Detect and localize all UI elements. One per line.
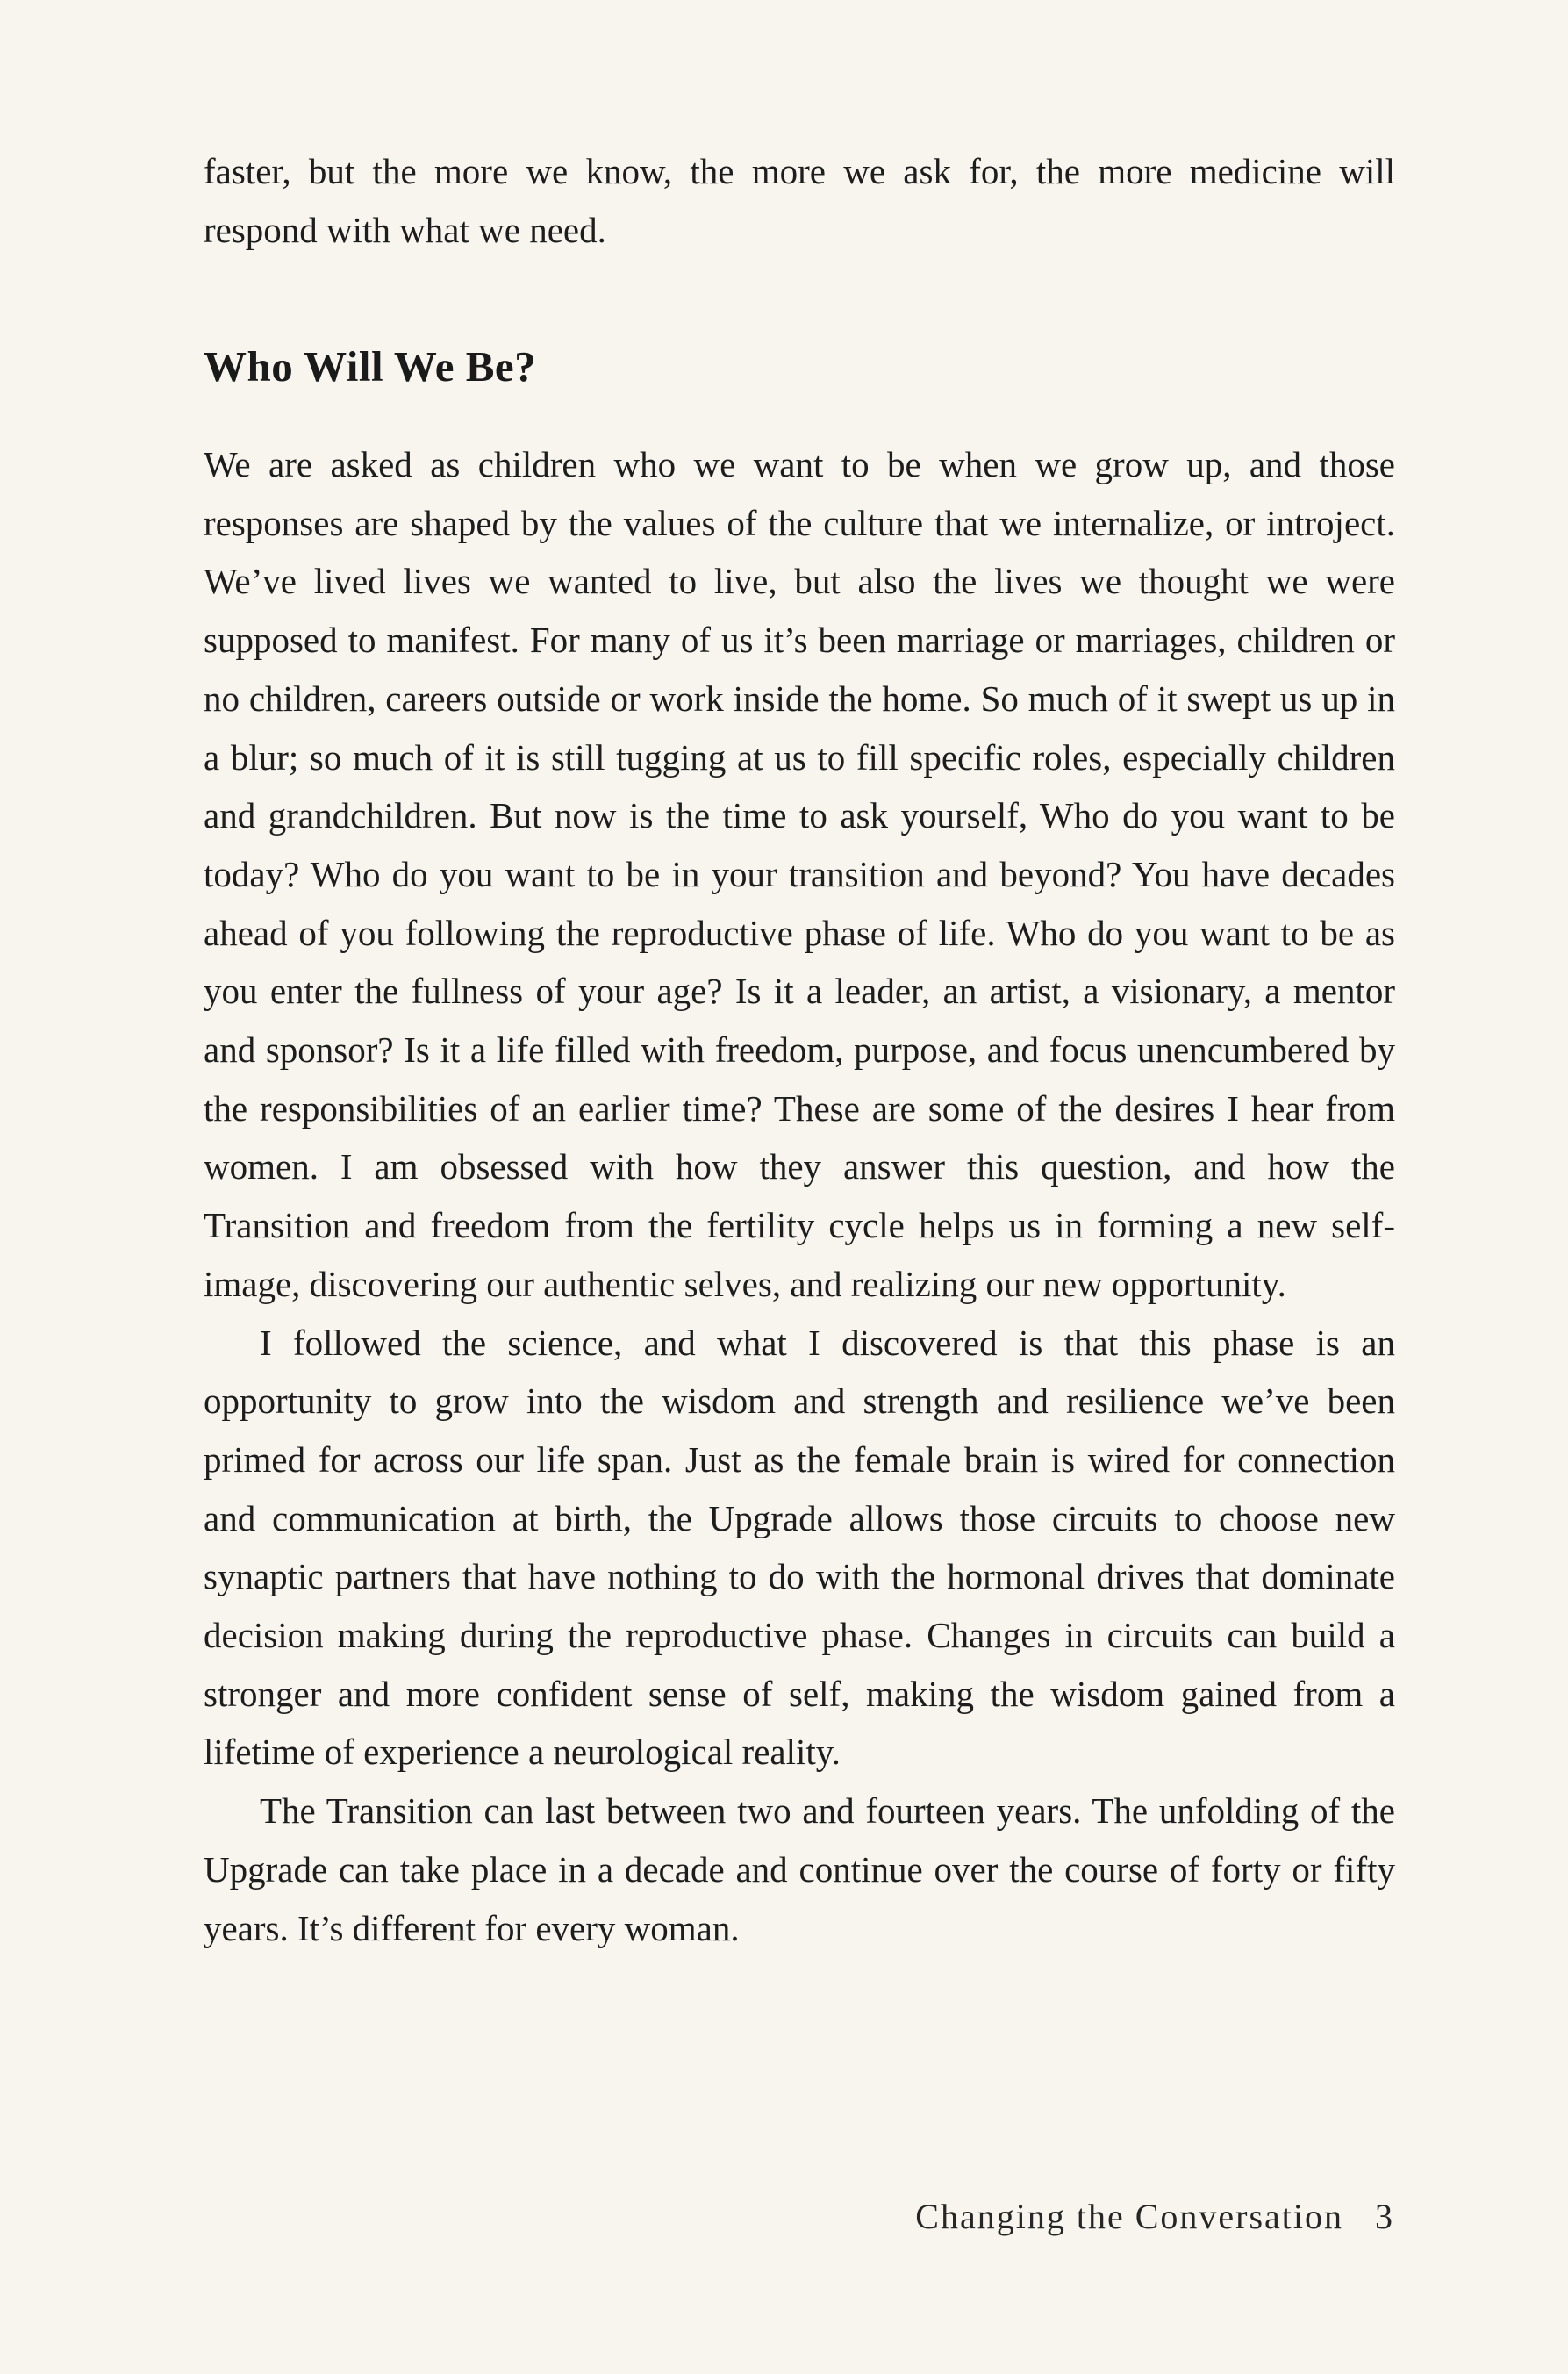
paragraph-1: We are asked as children who we want to be when we grow up, and those responses are shaped by the values of the culture that we internalize, or introject. We’ve lived lives we wanted to live, but also the lives we thought we were supposed to manifest. For many of us it’s been marriage or marriages, children or no children, careers outside or work inside the home. So much of it swept us up in a blur; so much of it is still tugging at us to fill specific roles, especially children and grandchildren. But now is the time to ask yourself, Who do you want to be today? Who do you want to be in your transition and beyond? You have decades ahead of you following the reproductive phase of life. Who do you want to be as you enter the fullness of your age? Is it a leader, an artist, a visionary, a mentor and sponsor? Is it a life filled with freedom, purpose, and focus unencumbered by the responsibilities of an earlier time? These are some of the desires I hear from women. I am obsessed with how they answer this question, and how the Transition and freedom from the fertility cycle helps us in forming a new self-image, discovering our authentic selves, and realizing our new opportunity. bbox=[204, 444, 1395, 1304]
page-footer bbox=[915, 2191, 1394, 2243]
paragraph-2: I followed the science, and what I discovered is that this phase is an opportunity to grow into the wisdom and strength and resilience we’ve been primed for across our life span. Just as the female brain is wired for connection and communication at birth, the Upgrade allows those circuits to choose new synaptic partners that have nothing to do with the hormonal drives that dominate decision making during the reproductive phase. Changes in circuits can build a stronger and more confident sense of self, making the wisdom gained from a lifetime of experience a neurological reality. bbox=[204, 1322, 1395, 1773]
continuation-paragraph: faster, but the more we know, the more we ask for, the more medicine will respond with what we need. bbox=[204, 151, 1395, 250]
section-body bbox=[204, 435, 1395, 1957]
section-heading: Who Will We Be? bbox=[204, 342, 537, 391]
paragraph-3: The Transition can last between two and fourteen years. The unfolding of the Upgrade can take place in a decade and continue over the course of forty or fifty years. It’s different for every woman. bbox=[204, 1790, 1395, 1948]
page-number: 3 bbox=[1375, 2197, 1394, 2236]
running-title: Changing the Conversation bbox=[915, 2197, 1343, 2236]
